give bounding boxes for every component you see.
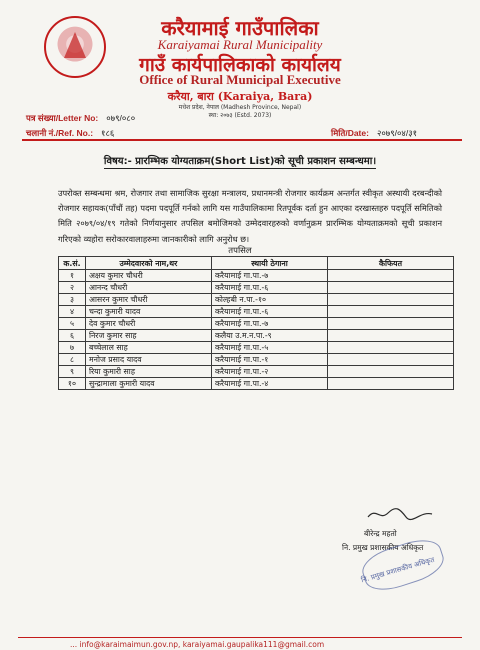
row-address: करैयामाई गा.पा.-४: [211, 378, 327, 390]
table-row: [59, 366, 454, 378]
table-row: [59, 378, 454, 390]
table-header-row: [59, 257, 454, 270]
col-remarks: कैफियत: [328, 257, 454, 270]
row-remark: [328, 282, 454, 294]
municipality-name-english: Karaiyamai Rural Municipality: [157, 37, 323, 52]
row-remark: [328, 306, 454, 318]
office-name-nepali: गाउँ कार्यपालिकाको कार्यालय: [139, 54, 341, 76]
row-serial: ८: [59, 354, 86, 366]
row-remark: [328, 270, 454, 282]
row-address: करैयामाई गा.पा.-१: [211, 354, 327, 366]
municipality-name-nepali: करैयामाई गाउँपालिका: [161, 16, 319, 40]
schedule-heading: तपसिल: [228, 246, 252, 256]
letter-number-label: पत्र संख्या/Letter No:: [26, 113, 99, 123]
row-remark: [328, 366, 454, 378]
row-name: अक्षय कुमार चौधरी: [85, 270, 211, 282]
signatory-title: नि. प्रमुख प्रशासकीय अधिकृत: [342, 543, 424, 552]
footer-divider: [18, 637, 462, 638]
row-name: चन्दा कुमारी यादव: [85, 306, 211, 318]
subject-line: [0, 153, 480, 167]
col-address: स्थायी ठेगाना: [211, 257, 327, 270]
body-paragraph: उपरोक्त सम्बन्धमा श्रम, रोजगार तथा सामाजिक सुरक्षा मन्त्रालय, प्रधानमन्त्री रोजगार कार्यक्रम अन्तर्गत स्वीकृत अस्थायी दरबन्दीको रोजगार सहायक(पाँचौं तह) पदमा पदपूर्ति गर्नको लागि यस गाउँपालिकामा रितपूर्वक दर्ता हुन आएका दरखास्तहरु पदपूर्ति समितिको मिति २०७९/०४/१९ गतेको निर्णयानुसार तपसिल बमोजिमको उम्मेदवारहरुको वर्णानुक्रम प्रारम्भिक योग्यताक्रमको सूची प्रकाशन गरिएको व्यहोरा सरोकारवालाहरुमा जानकारीको लागि अनुरोध छ।: [58, 188, 442, 244]
row-name: सुन्द्रामाला कुमारी यादव: [85, 378, 211, 390]
col-serial: क.सं.: [59, 257, 86, 270]
row-address: करैयामाई गा.पा.-२: [211, 366, 327, 378]
table-row: [59, 282, 454, 294]
table-row: [59, 342, 454, 354]
office-location: करैया, बारा (Karaiya, Bara): [167, 90, 313, 103]
footer-contact: ... info@karaimaimun.gov.np, karaiyamai.gaupalika111@gmail.com: [70, 640, 325, 649]
row-remark: [328, 378, 454, 390]
letter-date: [331, 128, 417, 139]
row-serial: १: [59, 270, 86, 282]
row-serial: ३: [59, 294, 86, 306]
candidate-table: [58, 256, 454, 390]
letter-date-label: मिति/Date:: [331, 128, 369, 138]
row-name: निरज कुमार साह: [85, 330, 211, 342]
col-name: उम्मेदवारको नाम,थर: [85, 257, 211, 270]
dispatch-number: [26, 128, 114, 139]
row-name: देव कुमार चौधरी: [85, 318, 211, 330]
row-remark: [328, 318, 454, 330]
table-row: [59, 270, 454, 282]
row-address: करैयामाई गा.पा.-६: [211, 282, 327, 294]
row-address: कोल्हबी न.पा.-१०: [211, 294, 327, 306]
row-name: बच्चेलाल साह: [85, 342, 211, 354]
row-serial: १०: [59, 378, 86, 390]
row-name: रिया कुमारी साह: [85, 366, 211, 378]
row-address: करैयामाई गा.पा.-५: [211, 342, 327, 354]
table-row: [59, 318, 454, 330]
table-row: [59, 354, 454, 366]
row-name: आनन्द चौधरी: [85, 282, 211, 294]
row-serial: ५: [59, 318, 86, 330]
dispatch-number-label: चलानी नं./Ref. No.:: [26, 128, 94, 138]
office-name-english: Office of Rural Municipal Executive: [139, 72, 341, 87]
row-name: मनोज प्रसाद यादव: [85, 354, 211, 366]
table-row: [59, 330, 454, 342]
office-stamp-text: नि. प्रमुख प्रशासकीय अधिकृत: [360, 555, 436, 585]
dispatch-number-value: १८६: [101, 128, 115, 138]
row-address: करैयामाई गा.पा.-७: [211, 318, 327, 330]
row-remark: [328, 294, 454, 306]
table-row: [59, 306, 454, 318]
signatory-name: बीरेन्द्र महतो: [364, 529, 397, 538]
row-serial: ९: [59, 366, 86, 378]
row-serial: ६: [59, 330, 86, 342]
row-remark: [328, 354, 454, 366]
letter-number-value: ०७९/०८०: [106, 113, 136, 123]
row-address: करैयामाई गा.पा.-६: [211, 306, 327, 318]
row-address: करैयामाई गा.पा.-७: [211, 270, 327, 282]
established-line: स्था: २०७३ (Estd. 2073): [208, 112, 272, 119]
letter-number: [26, 113, 135, 124]
row-serial: २: [59, 282, 86, 294]
subject-text: विषय:- प्रारम्भिक योग्यताक्रम(Short List)को सूची प्रकाशन सम्बन्धमा।: [103, 156, 377, 167]
row-remark: [328, 342, 454, 354]
table-row: [59, 294, 454, 306]
header-divider: [22, 139, 462, 141]
row-serial: ४: [59, 306, 86, 318]
row-name: आसरन कुमार चौधरी: [85, 294, 211, 306]
letter-date-value: २०७९/०४/३१: [376, 128, 418, 138]
row-address: कलैया उ.म.न.पा.-९: [211, 330, 327, 342]
province-line: मधेश प्रदेश, नेपाल (Madhesh Province, Nepal): [178, 104, 302, 111]
signature-scribble: [366, 505, 436, 523]
row-remark: [328, 330, 454, 342]
row-serial: ७: [59, 342, 86, 354]
